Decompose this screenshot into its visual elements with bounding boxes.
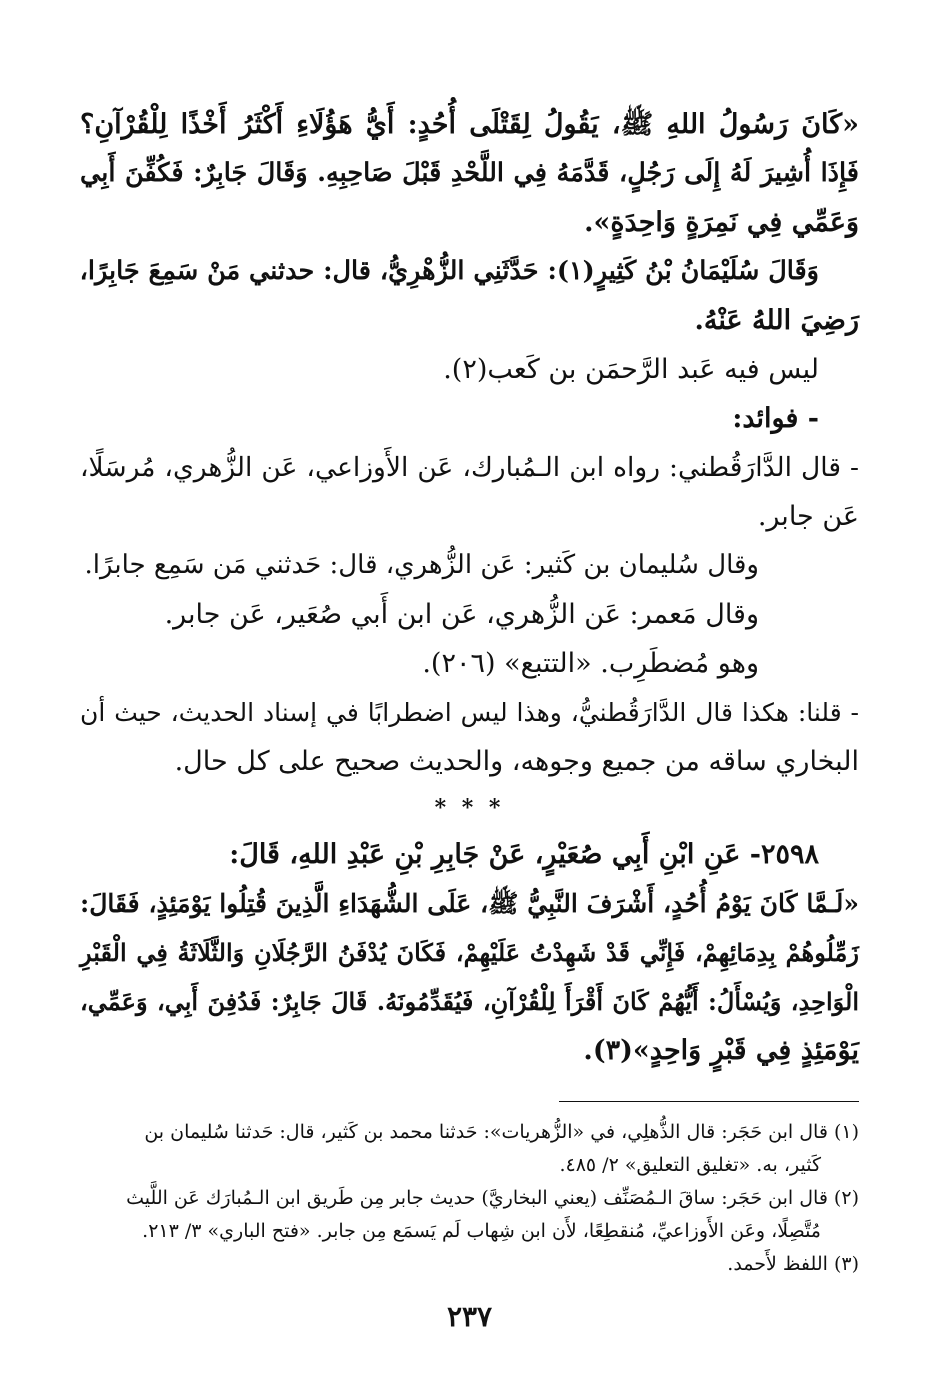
text-line: فَإِذَا أُشِيرَ لَهُ إِلَى رَجُلٍ، قَدَّمَهُ فِي اللَّحْدِ قَبْلَ صَاحِبِهِ. وَقَالَ جَابِرٌ: فَكُفِّنَ أَبِي [80,158,859,188]
footnote-line: (٢) قال ابن حَجَر: ساقَ الـمُصَنِّف (يعني البخاريَّ) حديث جابر مِن طَريق ابن الـمُبارَك عَن اللَّيث [126,1187,859,1209]
text-line: - قال الدَّارَقُطني: رواه ابن الـمُبارك، عَن الأَوزاعي، عَن الزُّهري، مُرسَلًا، [80,452,859,483]
text-line: ليس فيه عَبد الرَّحمَن بن كَعب(٢). [443,354,819,385]
text-line: زَمِّلُوهُمْ بِدِمَائِهِمْ، فَإِنِّي قَدْ شَهِدْتُ عَلَيْهِمْ، فَكَانَ يُدْفَنُ الرَّجُلَانِ وَالثَّلَاثَةُ فِي الْقَبْرِ [80,938,859,967]
section-heading: - فوائد: [732,403,819,434]
text-line: وقال مَعمر: عَن الزُّهري، عَن ابن أَبي صُعَير، عَن جابر. [164,599,759,630]
hadith-text [80,830,859,1075]
text-line: وَقَالَ سُلَيْمَانُ بْنُ كَثِيرٍ(١): حَدَّثَنِي الزُّهْرِيُّ، قال: حدثني مَنْ سَمِعَ جَابِرًا، [79,256,819,286]
footnote-divider [559,1101,859,1102]
text-line: رَضِيَ اللهُ عَنْهُ. [694,305,859,336]
text-line: «كَانَ رَسُولُ اللهِ ﷺ، يَقُولُ لِقَتْلَى أُحُدٍ: أَيُّ هَؤُلَاءِ أَكْثَرُ أَخْذًا لِلْقُرْآنِ؟ [80,109,859,140]
text-line: يَوْمَئِذٍ فِي قَبْرٍ وَاحِدٍ»(٣). [583,1035,859,1066]
footnotes [80,1116,859,1281]
footnote-line: كَثير، به. «تغليق التعليق» ٢/ ٤٨٥. [559,1154,821,1176]
page-number: ٢٣٧ [446,1300,493,1333]
text-line: وهو مُضطَرِب. «التتبع» (٢٠٦). [422,648,759,679]
text-line: وَعَمِّي فِي نَمِرَةٍ وَاحِدَةٍ». [584,207,859,238]
text-line: - قلنا: هكذا قال الدَّارَقُطنيُّ، وهذا ليس اضطرابًا في إسناد الحديث، حيث أن [80,698,859,727]
text-line: «لَـمَّا كَانَ يَوْمُ أُحُدٍ، أَشْرَفَ النَّبِيُّ ﷺ، عَلَى الشُّهَدَاءِ الَّذِينَ قُتِلُوا يَوْمَئِذٍ، فَقَالَ: [80,889,859,918]
hadith-heading: ٢٥٩٨- عَنِ ابْنِ أَبِي صُعَيْرٍ، عَنْ جَابِرِ بْنِ عَبْدِ اللهِ، قَالَ: [229,839,819,870]
footnote-line: (٣) اللفظ لأَحمد. [727,1253,859,1275]
text-line: وقال سُليمان بن كَثير: عَن الزُّهري، قال: حَدثني مَن سَمِع جابرًا. [84,550,759,580]
text-line: عَن جابر. [757,501,859,532]
main-text [80,100,859,786]
text-line: الْوَاحِدِ، وَيُسْأَلُ: أَيُّهُمْ كَانَ أَقْرَأَ لِلْقُرْآنِ، فَيُقَدِّمُونَهُ. قَالَ جَابِرٌ: فَدُفِنَ أَبِي، وَعَمِّي، [80,987,859,1016]
text-line: البخاري ساقه من جميع وجوهه، والحديث صحيح على كل حال. [174,746,859,777]
section-separator: * * * [434,795,505,821]
footnote-line: مُتَّصِلًا، وعَن الأَوزاعيِّ، مُنقطِعًا، لأَن ابن شِهاب لَم يَسمَع مِن جابر. «فتح الباري» ٣/ ٢١٣. [142,1220,821,1242]
footnote-line: (١) قال ابن حَجَر: قال الذُّهلِي، في «الزُّهريات»: حَدثنا محمد بن كَثير، قال: حَدثنا سُليمان بن [144,1121,859,1143]
